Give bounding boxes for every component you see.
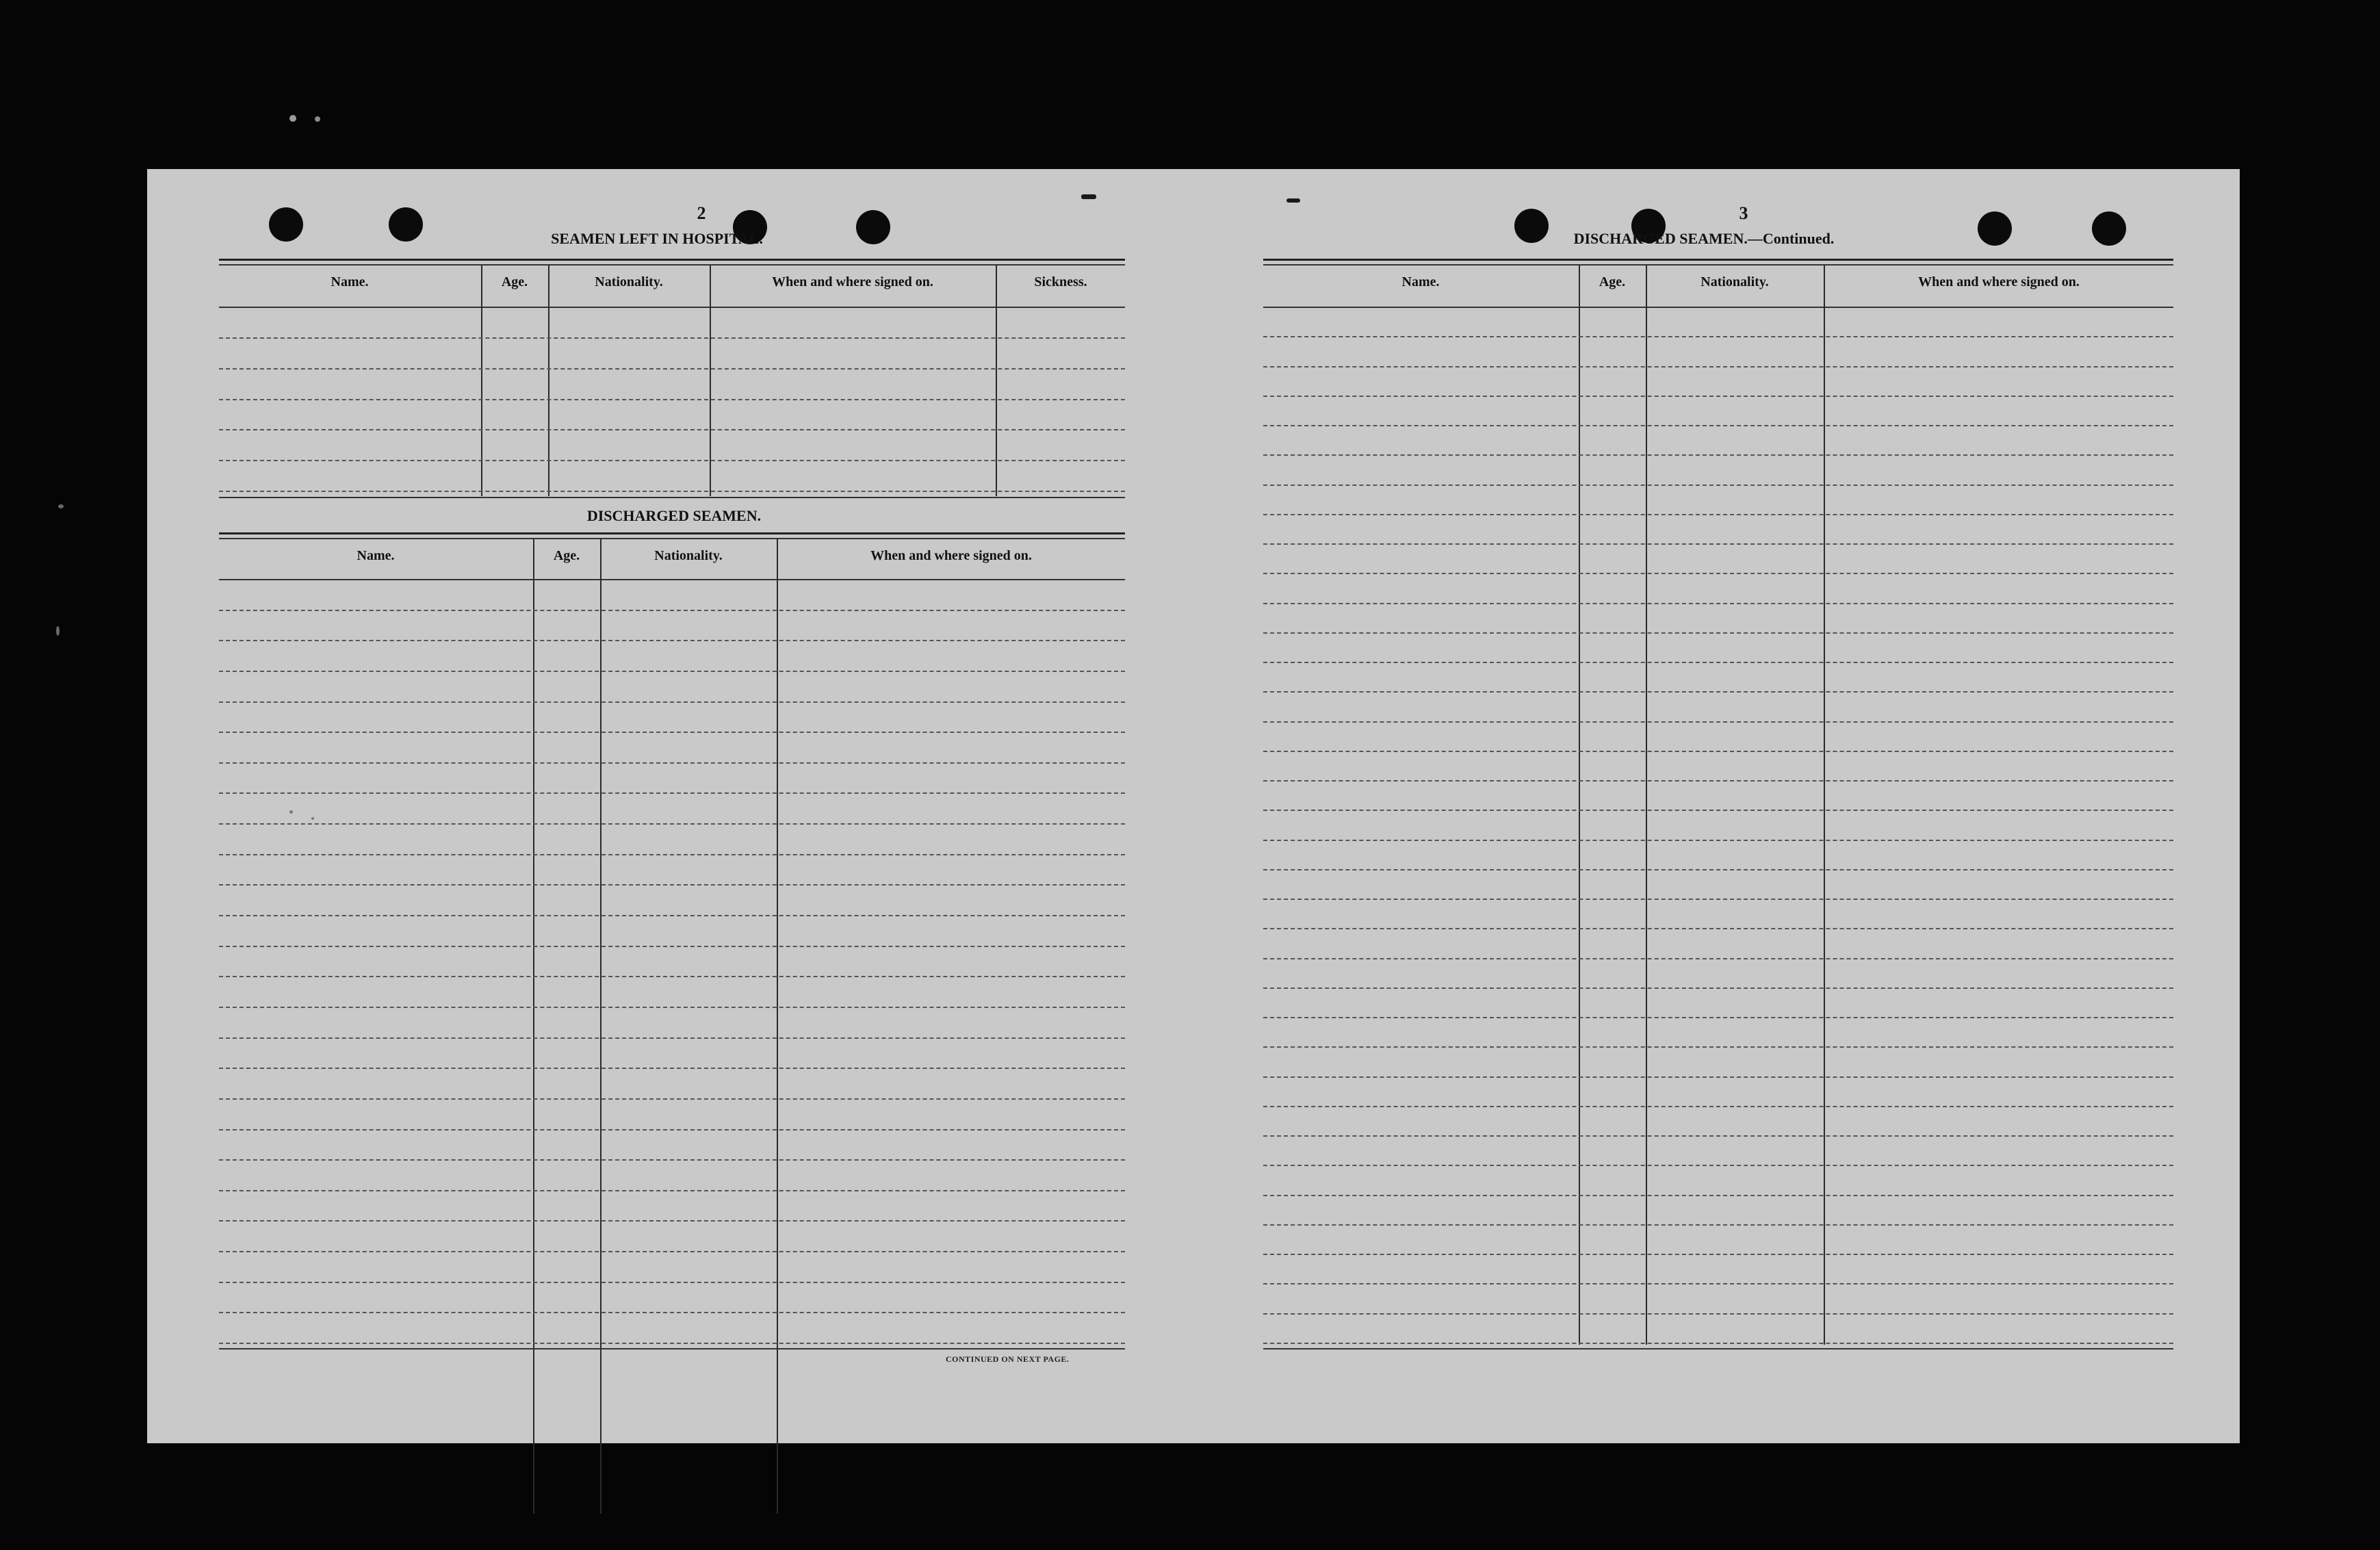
table-row (1263, 1135, 2173, 1137)
punch-hole (856, 210, 890, 244)
rule (219, 579, 1125, 580)
column-divider (710, 266, 711, 496)
column-header-name: Name. (357, 548, 395, 563)
column-header-signed-on: When and where signed on. (870, 548, 1032, 563)
table-row (1263, 899, 2173, 900)
paper-speck (311, 817, 314, 820)
table-row (1263, 543, 2173, 545)
table-row (1263, 1254, 2173, 1255)
rule (219, 497, 1125, 498)
table-row (219, 399, 1125, 400)
background-speck (56, 626, 60, 636)
column-header-signed-on: When and where signed on. (1918, 274, 2080, 289)
table-row (219, 1220, 1125, 1222)
table-row (219, 946, 1125, 947)
table-row (219, 1251, 1125, 1252)
table-row (219, 610, 1125, 611)
column-header-age: Age. (501, 274, 528, 289)
table-row (1263, 573, 2173, 574)
table-row (219, 1282, 1125, 1283)
table-row (219, 976, 1125, 977)
table-row (219, 1343, 1125, 1344)
table-row (1263, 514, 2173, 515)
table-row (1263, 1224, 2173, 1226)
table-row (219, 1037, 1125, 1039)
column-header-age: Age. (1599, 274, 1626, 289)
table-row (1263, 1046, 2173, 1048)
background-speck (315, 116, 320, 122)
table-row (1263, 1165, 2173, 1166)
punch-hole (1978, 211, 2012, 246)
table-row (1263, 869, 2173, 870)
table-row (1263, 454, 2173, 456)
rule (1263, 264, 2173, 266)
table-row (1263, 958, 2173, 959)
table-row (219, 792, 1125, 794)
table-row (219, 1098, 1125, 1100)
rule (219, 259, 1125, 261)
table-row (1263, 721, 2173, 723)
table-row (219, 701, 1125, 703)
table-row (1263, 928, 2173, 929)
table-row (1263, 425, 2173, 426)
table-row (1263, 780, 2173, 782)
rule (219, 307, 1125, 308)
column-divider (777, 539, 778, 1514)
column-header-age: Age. (553, 548, 580, 563)
table-row (1263, 1195, 2173, 1196)
table-row (1263, 751, 2173, 752)
table-row (1263, 1313, 2173, 1315)
column-header-nationality: Nationality. (595, 274, 663, 289)
table-row (1263, 810, 2173, 811)
rule (219, 538, 1125, 539)
column-divider (1824, 266, 1825, 1345)
column-divider (1646, 266, 1647, 1345)
background-speck (289, 115, 296, 122)
column-header-nationality: Nationality. (654, 548, 723, 563)
table-row (1263, 336, 2173, 337)
table-row (219, 671, 1125, 672)
table-row (219, 732, 1125, 733)
page-number-left: 2 (697, 203, 706, 223)
table-row (1263, 366, 2173, 367)
table-row (219, 823, 1125, 825)
table-row (1263, 1017, 2173, 1018)
discharged-section-title: DISCHARGED SEAMEN. (586, 507, 762, 524)
table-row (1263, 987, 2173, 989)
register-spread (147, 169, 2240, 1443)
continued-footer: CONTINUED ON NEXT PAGE. (946, 1354, 1070, 1364)
table-row (219, 1312, 1125, 1313)
punch-hole (2092, 211, 2126, 246)
punch-hole (389, 207, 423, 242)
table-row (219, 640, 1125, 641)
table-row (1263, 1283, 2173, 1284)
table-row (219, 460, 1125, 461)
column-header-signed-on: When and where signed on. (772, 274, 933, 289)
table-row (219, 1129, 1125, 1131)
table-row (1263, 632, 2173, 634)
table-row (219, 915, 1125, 916)
table-row (1263, 1106, 2173, 1107)
table-row (219, 1190, 1125, 1191)
column-header-name: Name. (1401, 274, 1440, 289)
table-row (1263, 1076, 2173, 1078)
rule (219, 1348, 1125, 1349)
table-row (219, 337, 1125, 339)
table-row (219, 1068, 1125, 1069)
table-row (1263, 662, 2173, 663)
column-header-nationality: Nationality. (1700, 274, 1769, 289)
punch-hole (269, 207, 303, 242)
column-header-sickness: Sickness. (1034, 274, 1087, 289)
table-row (219, 491, 1125, 492)
ink-mark (1286, 198, 1300, 203)
rule (1263, 1348, 2173, 1349)
discharged-continued-title: DISCHARGED SEAMEN.—Continued. (1573, 230, 1835, 247)
table-row (1263, 840, 2173, 841)
column-header-name: Name. (331, 274, 369, 289)
rule (219, 264, 1125, 266)
table-row (1263, 396, 2173, 397)
table-row (1263, 1343, 2173, 1344)
column-divider (996, 266, 997, 496)
column-divider (548, 266, 549, 496)
table-row (219, 762, 1125, 764)
page-number-right: 3 (1739, 203, 1748, 223)
table-row (219, 429, 1125, 430)
column-divider (481, 266, 482, 496)
rule (1263, 307, 2173, 308)
paper-speck (289, 810, 293, 814)
table-row (219, 1007, 1125, 1008)
hospital-section-title: SEAMEN LEFT IN HOSPITAL. (551, 230, 763, 247)
background-speck (58, 504, 64, 508)
column-divider (600, 539, 602, 1514)
table-row (1263, 603, 2173, 604)
table-row (1263, 485, 2173, 486)
table-row (219, 368, 1125, 370)
table-row (1263, 691, 2173, 693)
rule (219, 532, 1125, 534)
table-row (219, 1159, 1125, 1161)
table-row (219, 884, 1125, 886)
column-divider (533, 539, 534, 1514)
rule (1263, 259, 2173, 261)
column-divider (1579, 266, 1580, 1345)
table-row (219, 854, 1125, 855)
ink-mark (1081, 194, 1096, 199)
